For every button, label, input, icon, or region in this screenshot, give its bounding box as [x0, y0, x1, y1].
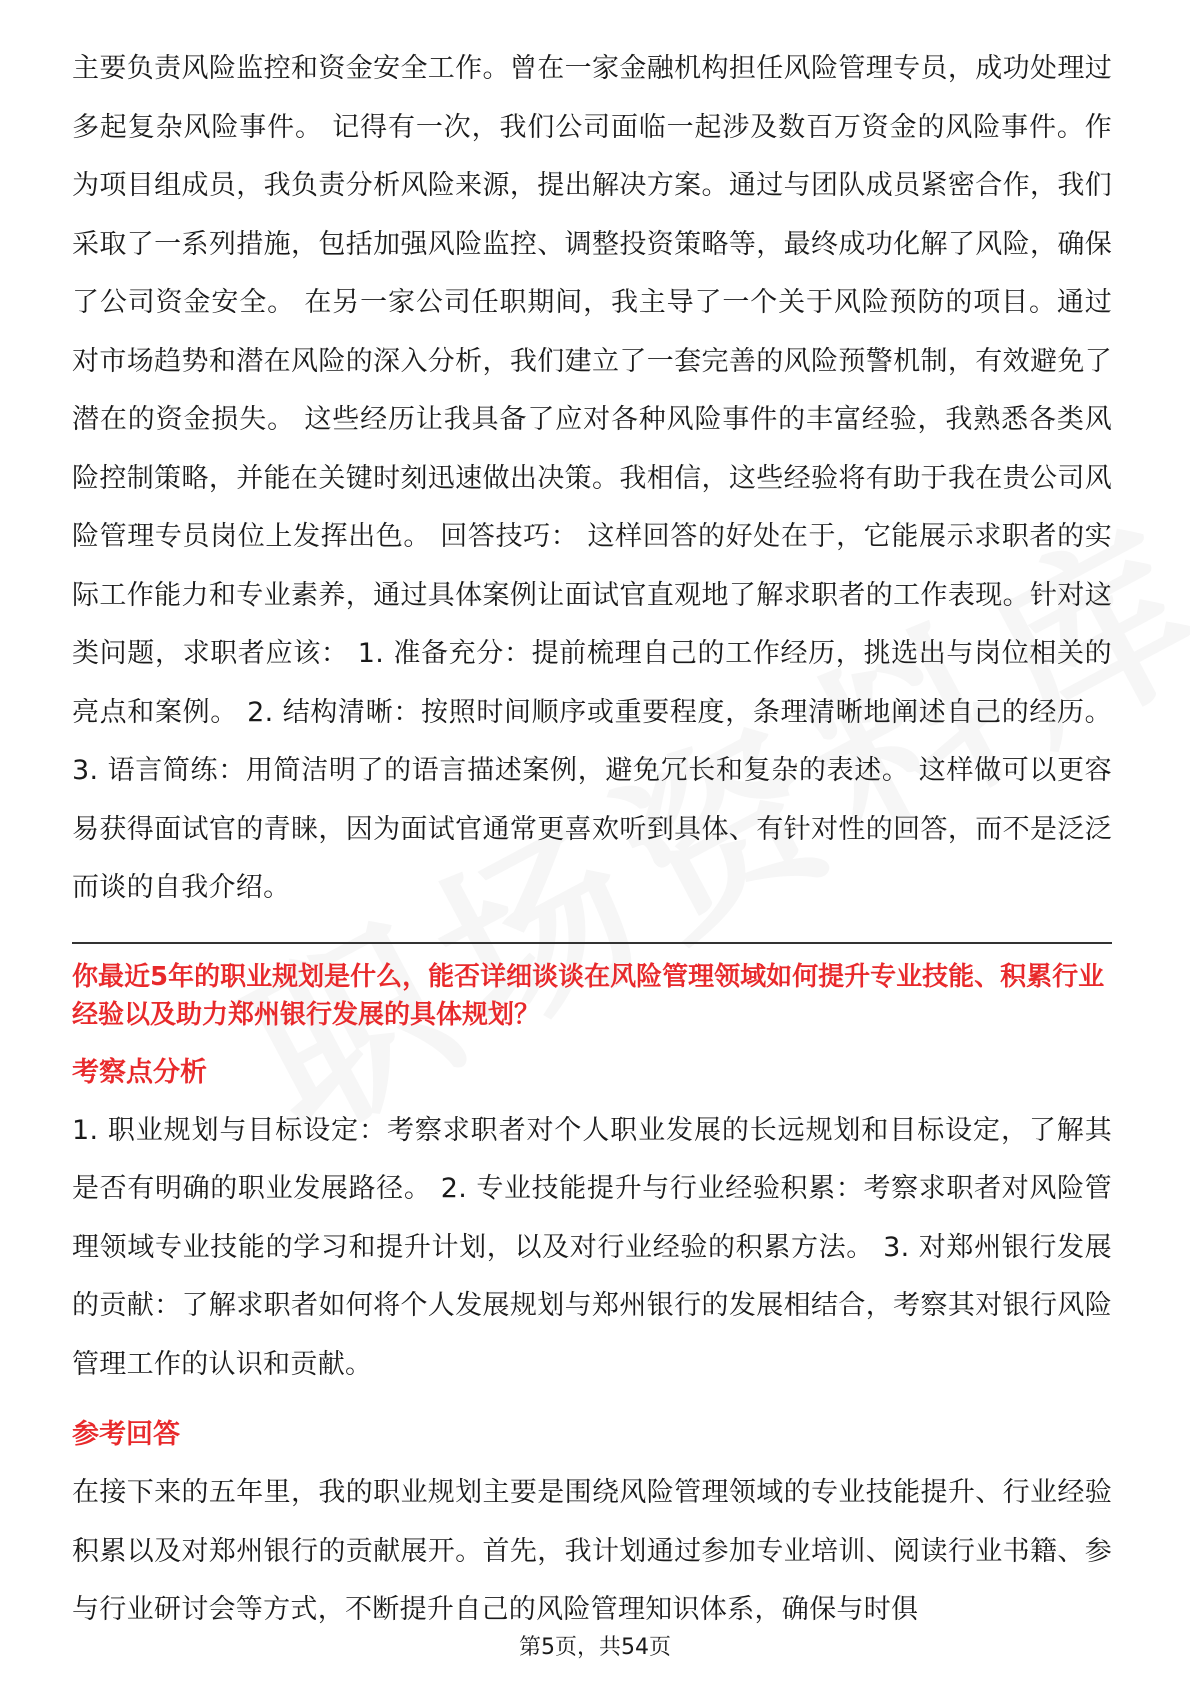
interview-question: 你最近5年的职业规划是什么，能否详细谈谈在风险管理领域如何提升专业技能、积累行业经验以及助力郑州银行发展的具体规划？: [72, 961, 1105, 1030]
document-page: [72, 40, 1112, 1640]
analysis-heading: 考察点分析: [72, 1056, 207, 1088]
section-divider: [72, 942, 1112, 944]
answer-heading: 参考回答: [72, 1419, 180, 1450]
page-number: 第5页，共54页: [519, 1635, 671, 1660]
analysis-paragraph: 1. 职业规划与目标设定：考察求职者对个人职业发展的长远规划和目标设定，了解其是否有明确的职业发展路径。 2. 专业技能提升与行业经验积累：考察求职者对风险管理领域专业技能的学习和提升计划，以及对行业经验的积累方法。 3. 对郑州银行发展的贡献：了解求职者如何将个人发展规划与郑州银行的发展相结合，考察其对银行风险管理工作的认识和贡献。: [72, 1114, 1112, 1380]
intro-paragraph: 主要负责风险监控和资金安全工作。曾在一家金融机构担任风险管理专员，成功处理过多起复杂风险事件。 记得有一次，我们公司面临一起涉及数百万资金的风险事件。作为项目组成员，我负责分析风险来源，提出解决方案。通过与团队成员紧密合作，我们采取了一系列措施，包括加强风险监控、调整投资策略等，最终成功化解了风险，确保了公司资金安全。 在另一家公司任职期间，我主导了一个关于风险预防的项目。通过对市场趋势和潜在风险的深入分析，我们建立了一套完善的风险预警机制，有效避免了潜在的资金损失。 这些经历让我具备了应对各种风险事件的丰富经验，我熟悉各类风险控制策略，并能在关键时刻迅速做出决策。我相信，这些经验将有助于我在贵公司风险管理专员岗位上发挥出色。 回答技巧： 这样回答的好处在于，它能展示求职者的实际工作能力和专业素养，通过具体案例让面试官直观地了解求职者的工作表现。针对这类问题，求职者应该： 1. 准备充分：提前梳理自己的工作经历，挑选出与岗位相关的亮点和案例。 2. 结构清晰：按照时间顺序或重要程度，条理清晰地阐述自己的经历。 3. 语言简练：用简洁明了的语言描述案例，避免冗长和复杂的表述。 这样做可以更容易获得面试官的青睐，因为面试官通常更喜欢听到具体、有针对性的回答，而不是泛泛而谈的自我介绍。: [72, 53, 1112, 903]
answer-paragraph: 在接下来的五年里，我的职业规划主要是围绕风险管理领域的专业技能提升、行业经验积累以及对郑州银行的贡献展开。首先，我计划通过参加专业培训、阅读行业书籍、参与行业研讨会等方式，不断提升自己的风险管理知识体系，确保与时俱: [72, 1477, 1112, 1625]
